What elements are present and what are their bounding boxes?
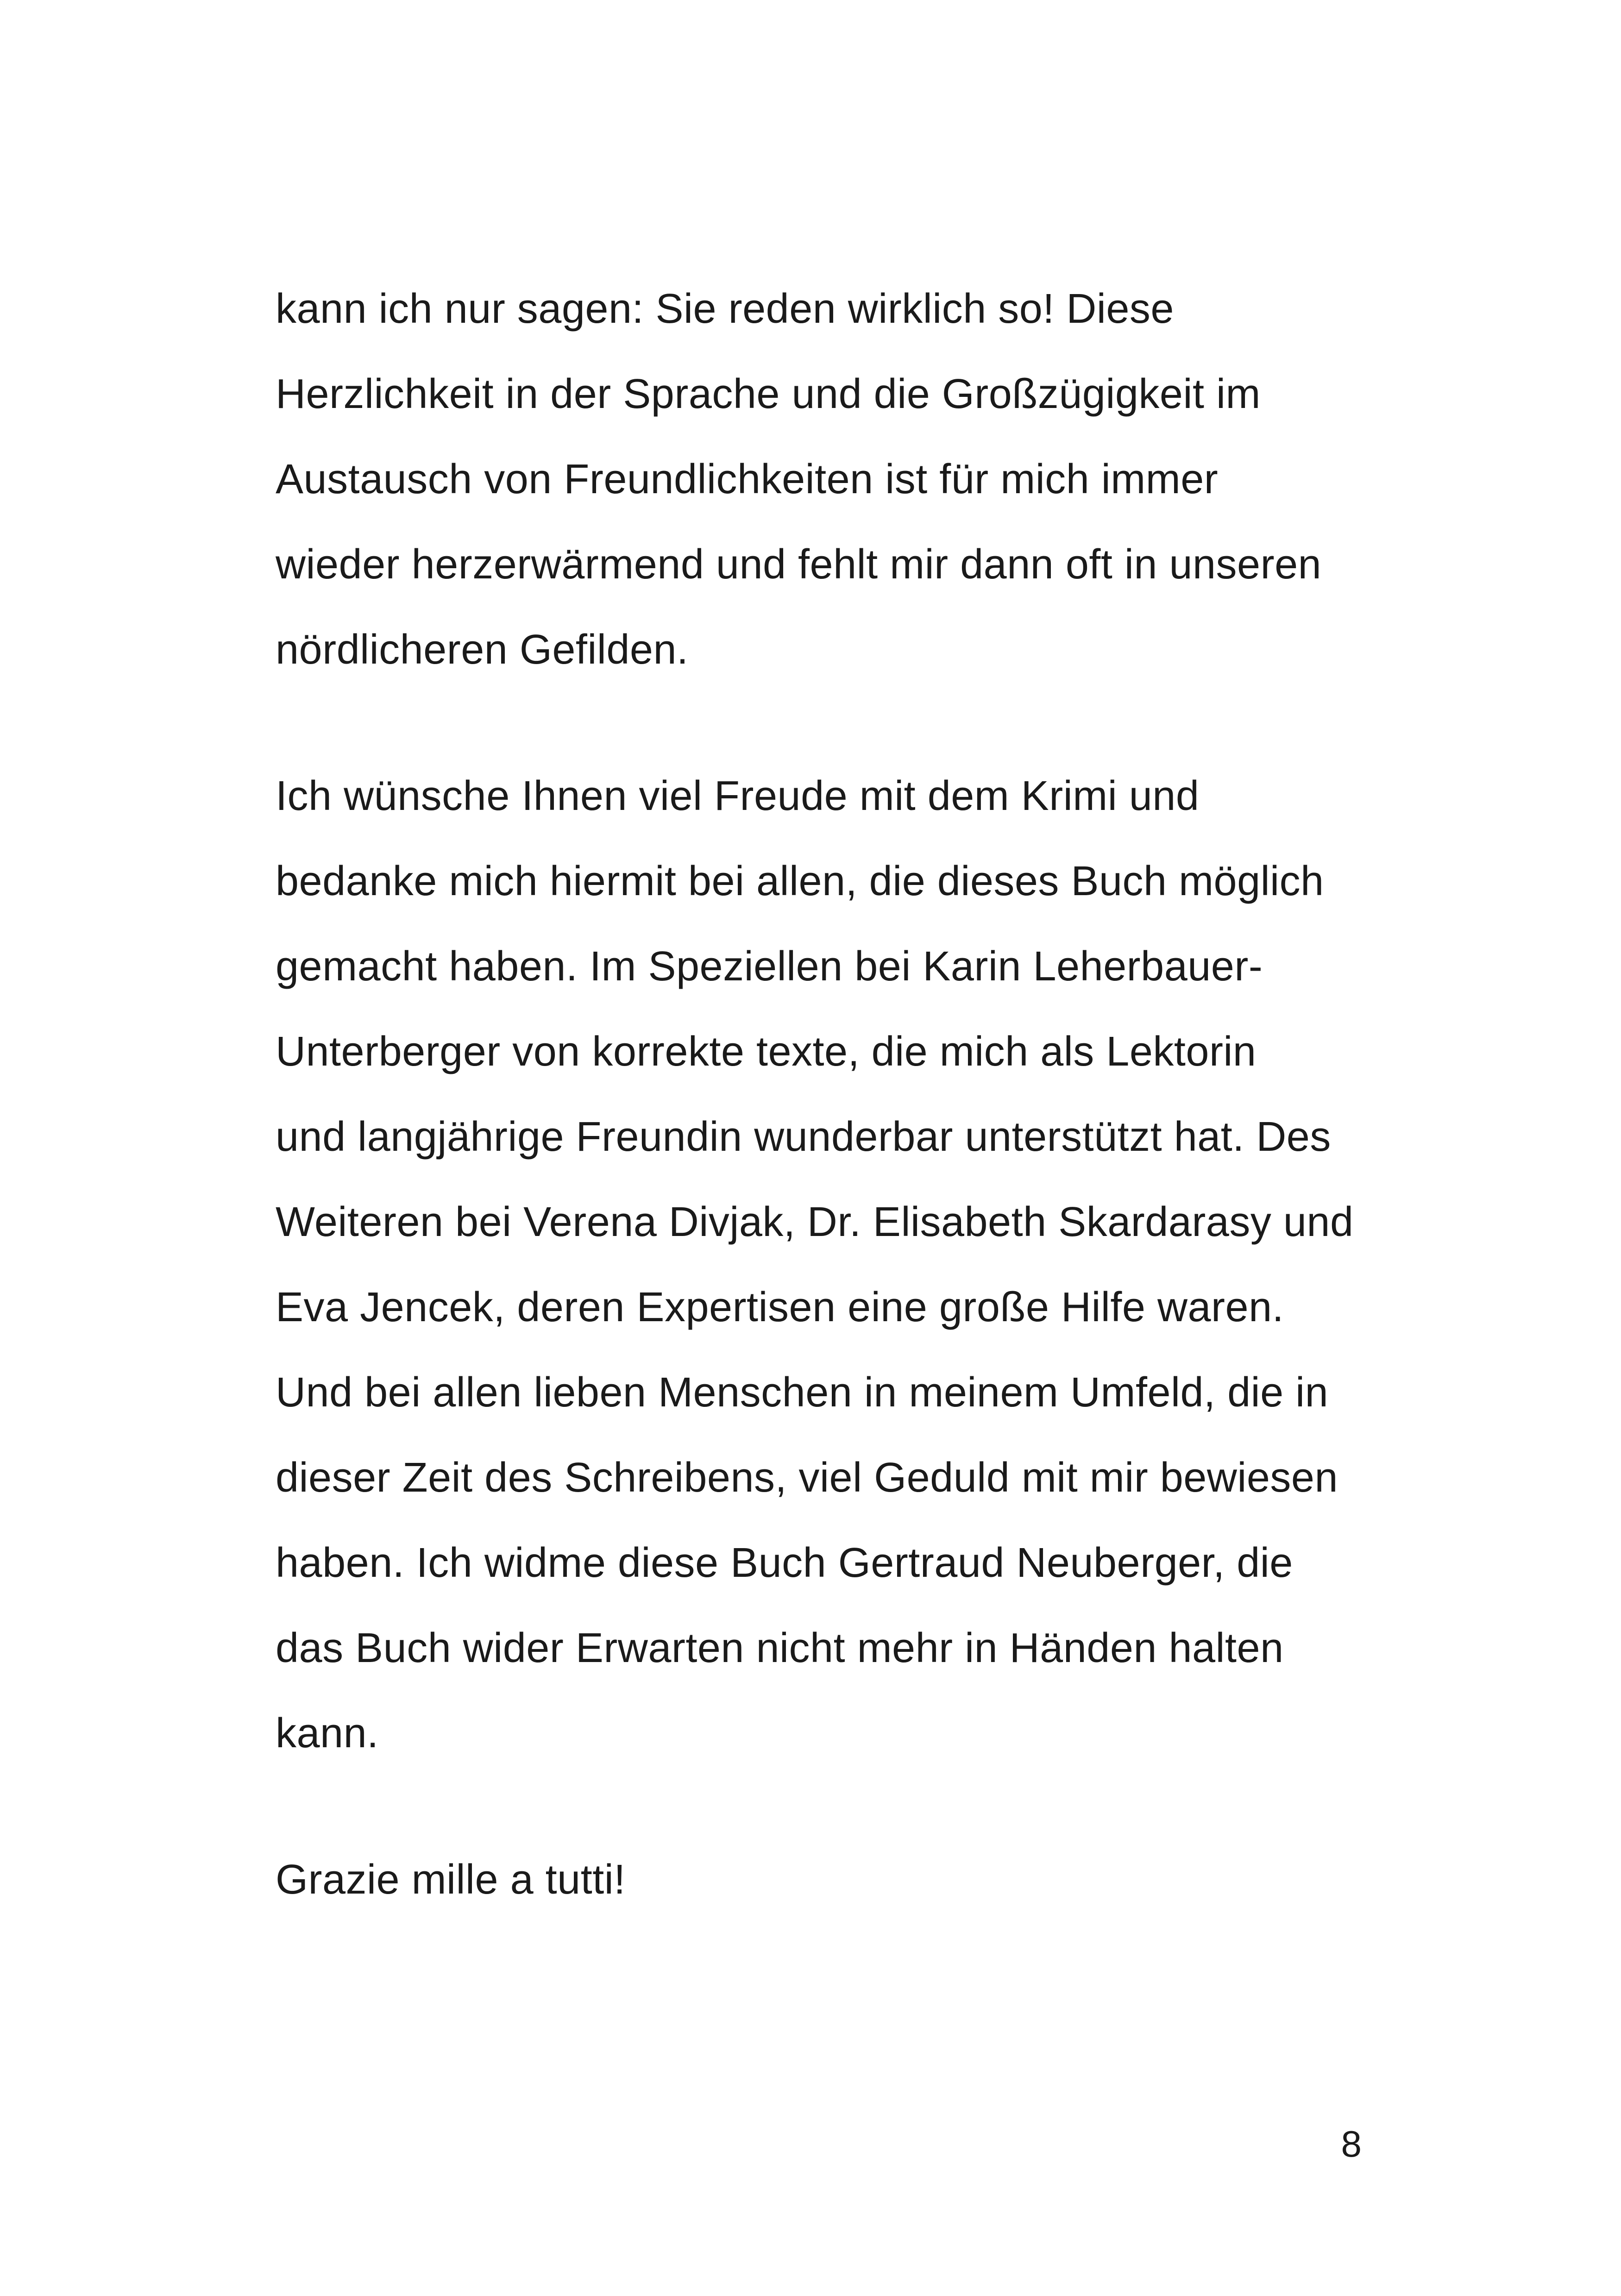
page-body [276,266,1369,1922]
text-line: Unterberger von korrekte texte, die mich als Lektorin [276,1029,1257,1075]
text-line: und langjährige Freundin wunderbar unterstützt hat. Des [276,1114,1331,1160]
text-line: nördlicheren Gefilden. [276,627,689,673]
text-line: kann. [276,1710,379,1757]
text-line: Herzlichkeit in der Sprache und die Großzügigkeit im [276,371,1261,417]
text-line: Austausch von Freundlichkeiten ist für mich immer [276,456,1219,502]
text-line: das Buch wider Erwarten nicht mehr in Händen halten [276,1625,1284,1671]
text-line: Eva Jencek, deren Expertisen eine große Hilfe waren. [276,1284,1284,1330]
paragraph-closing [276,1837,1369,1922]
text-line: Grazie mille a tutti! [276,1857,626,1903]
paragraph-intro-end [276,266,1369,692]
text-line: Ich wünsche Ihnen viel Freude mit dem Krimi und [276,773,1200,819]
text-line: kann ich nur sagen: Sie reden wirklich so! Diese [276,286,1174,332]
paragraph-gap [276,692,1369,753]
text-line: haben. Ich widme diese Buch Gertraud Neuberger, die [276,1540,1293,1586]
text-line: Weiteren bei Verena Divjak, Dr. Elisabeth Skardarasy und [276,1199,1354,1245]
paragraph-acknowledgements [276,753,1369,1776]
paragraph-gap [276,1776,1369,1837]
text-line: Und bei allen lieben Menschen in meinem Umfeld, die in [276,1369,1329,1416]
text-line: gemacht haben. Im Speziellen bei Karin Leherbauer- [276,943,1263,990]
text-line: wieder herzerwärmend und fehlt mir dann oft in unseren [276,541,1322,588]
text-line: bedanke mich hiermit bei allen, die dieses Buch möglich [276,858,1324,904]
text-line: dieser Zeit des Schreibens, viel Geduld mit mir bewiesen [276,1455,1338,1501]
page-number: 8 [1341,2123,1362,2164]
